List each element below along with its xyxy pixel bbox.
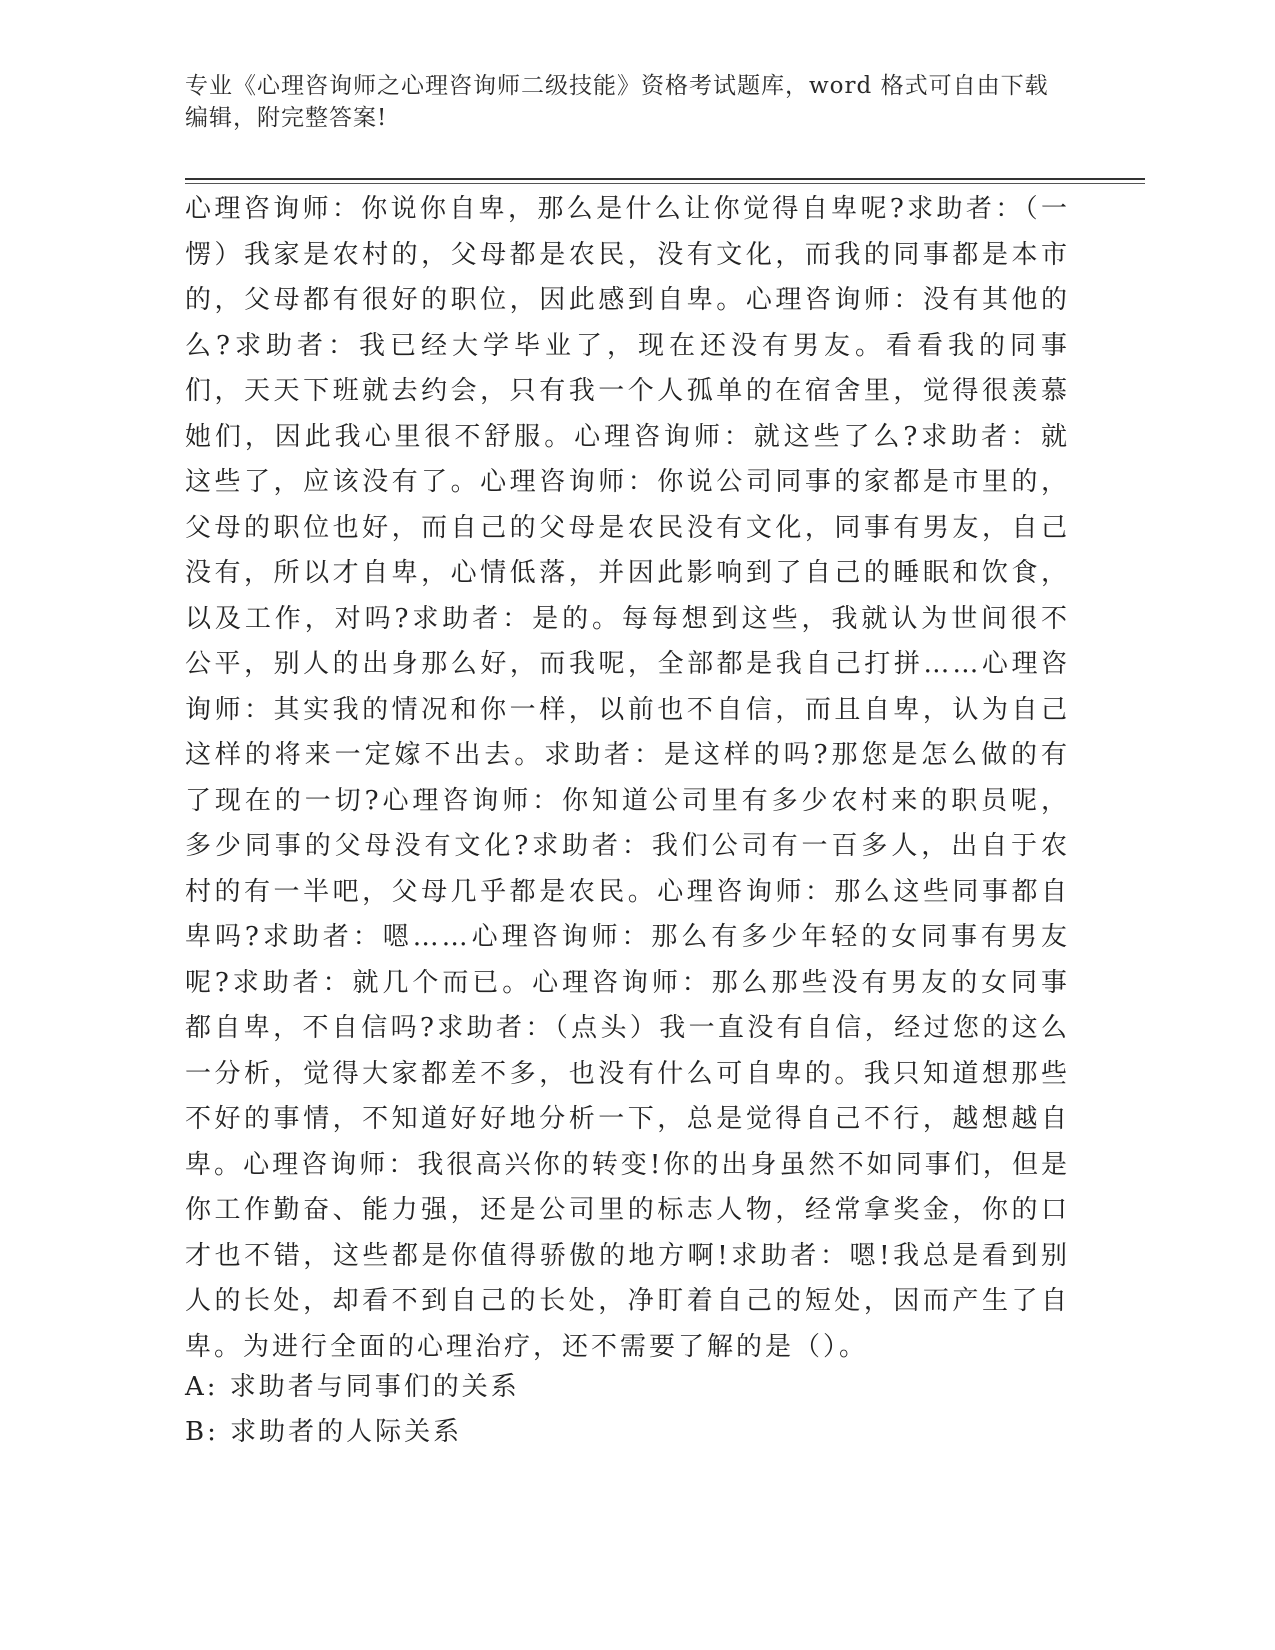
header-divider-thick	[185, 178, 1145, 180]
option-b: B: 求助者的人际关系	[185, 1417, 463, 1447]
question-text: 心理咨询师：你说你自卑，那么是什么让你觉得自卑呢?求助者：（一愣）我家是农村的，父母都是农民，没有文化，而我的同事都是本市的，父母都有很好的职位，因此感到自卑。心理咨询师：没有其他的么?求助者：我已经大学毕业了，现在还没有男友。看看我的同事们，天天下班就去约会，只有我一个人孤单的在宿舍里，觉得很羡慕她们，因此我心里很不舒服。心理咨询师：就这些了么?求助者：就这些了，应该没有了。心理咨询师：你说公司同事的家都是市里的，父母的职位也好，而自己的父母是农民没有文化，同事有男友，自己没有，所以才自卑，心情低落，并因此影响到了自己的睡眠和饮食，以及工作，对吗?求助者：是的。每每想到这些，我就认为世间很不公平，别人的出身那么好，而我呢，全部都是我自己打拼……心理咨询师：其实我的情况和你一样，以前也不自信，而且自卑，认为自己这样的将来一定嫁不出去。求助者：是这样的吗?那您是怎么做的有了现在的一切?心理咨询师：你知道公司里有多少农村来的职员呢，多少同事的父母没有文化?求助者：我们公司有一百多人，出自于农村的有一半吧，父母几乎都是农民。心理咨询师：那么这些同事都自卑吗?求助者：嗯……心理咨询师：那么有多少年轻的女同事有男友呢?求助者：就几个而已。心理咨询师：那么那些没有男友的女同事都自卑，不自信吗?求助者：（点头）我一直没有自信，经过您的这么一分析，觉得大家都差不多，也没有什么可自卑的。我只知道想那些不好的事情，不知道好好地分析一下，总是觉得自己不行，越想越自卑。心理咨询师：我很高兴你的转变!你的出身虽然不如同事们，但是你工作勤奋、能力强，还是公司里的标志人物，经常拿奖金，你的口才也不错，这些都是你值得骄傲的地方啊!求助者：嗯!我总是看到别人的长处，却看不到自己的长处，净盯着自己的短处，因而产生了自卑。为进行全面的心理治疗，还不需要了解的是（）。	[185, 194, 1070, 1362]
option-a: A: 求助者与同事们的关系	[185, 1372, 520, 1402]
header-divider-thin	[185, 183, 1145, 184]
page-header: 专业《心理咨询师之心理咨询师二级技能》资格考试题库，word 格式可自由下载编辑，附完整答案!	[185, 73, 1049, 131]
